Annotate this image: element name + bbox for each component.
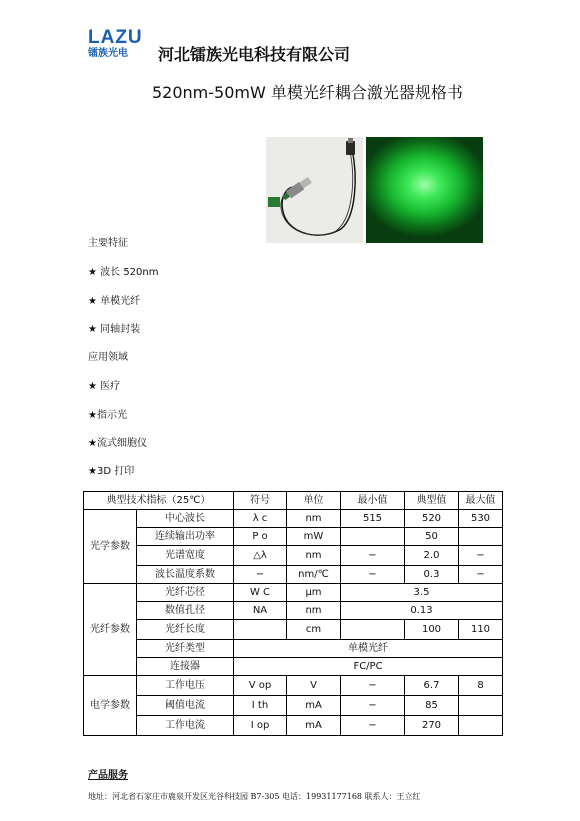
- table-row: [84, 546, 503, 566]
- header-cell: 符号: [234, 492, 287, 510]
- value-cell: 单模光纤: [234, 640, 503, 658]
- fiber-laser-photo: [266, 137, 363, 243]
- group-optical: 光学参数: [84, 510, 137, 584]
- table-row: [84, 658, 503, 676]
- green-beam-photo: [366, 137, 483, 243]
- features-heading: 主要特征: [88, 238, 128, 249]
- symbol-cell: P o: [234, 528, 287, 546]
- applications-heading: 应用领域: [88, 352, 128, 363]
- symbol-cell: [234, 620, 287, 640]
- param-cell: 光纤类型: [137, 640, 234, 658]
- header-cell: 最大值: [459, 492, 503, 510]
- min-cell: −: [341, 546, 405, 566]
- table-row: [84, 602, 503, 620]
- unit-cell: nm: [287, 546, 341, 566]
- unit-cell: mA: [287, 716, 341, 736]
- max-cell: 8: [459, 676, 503, 696]
- group-electrical: 电学参数: [84, 676, 137, 736]
- company-name: 河北镭族光电科技有限公司: [158, 45, 351, 64]
- symbol-cell: λ c: [234, 510, 287, 528]
- symbol-cell: W C: [234, 584, 287, 602]
- application-item: ★3D 打印: [88, 466, 135, 477]
- typ-cell: 520: [405, 510, 459, 528]
- table-row: [84, 566, 503, 584]
- contact-address: 地址：河北省石家庄市鹿泉开发区光谷科技园 B7-305 电话：19931177168 联系人：王立红: [88, 792, 421, 801]
- table-row: [84, 640, 503, 658]
- max-cell: [459, 716, 503, 736]
- min-cell: −: [341, 676, 405, 696]
- max-cell: [459, 696, 503, 716]
- param-cell: 光谱宽度: [137, 546, 234, 566]
- document-title: 520nm-50mW 单模光纤耦合激光器规格书: [152, 83, 463, 102]
- min-cell: 515: [341, 510, 405, 528]
- symbol-cell: V op: [234, 676, 287, 696]
- table-row: [84, 696, 503, 716]
- service-heading: 产品服务: [88, 770, 128, 781]
- unit-cell: μm: [287, 584, 341, 602]
- symbol-cell: I op: [234, 716, 287, 736]
- param-cell: 工作电流: [137, 716, 234, 736]
- unit-cell: mW: [287, 528, 341, 546]
- max-cell: 110: [459, 620, 503, 640]
- application-item: ★指示光: [88, 410, 127, 421]
- typ-cell: 2.0: [405, 546, 459, 566]
- typ-cell: 0.3: [405, 566, 459, 584]
- typ-cell: 270: [405, 716, 459, 736]
- symbol-cell: NA: [234, 602, 287, 620]
- symbol-cell: △λ: [234, 546, 287, 566]
- max-cell: [459, 528, 503, 546]
- typ-cell: 100: [405, 620, 459, 640]
- application-item: ★流式细胞仪: [88, 438, 147, 449]
- unit-cell: V: [287, 676, 341, 696]
- group-fiber: 光纤参数: [84, 584, 137, 676]
- unit-cell: cm: [287, 620, 341, 640]
- header-cell: 典型值: [405, 492, 459, 510]
- symbol-cell: −: [234, 566, 287, 584]
- company-logo: [88, 28, 154, 62]
- min-cell: −: [341, 566, 405, 584]
- param-cell: 连续输出功率: [137, 528, 234, 546]
- table-row: [84, 510, 503, 528]
- max-cell: −: [459, 566, 503, 584]
- feature-item: ★ 同轴封装: [88, 324, 141, 335]
- max-cell: 530: [459, 510, 503, 528]
- unit-cell: nm/℃: [287, 566, 341, 584]
- fiber-laser-illustration: [266, 137, 363, 243]
- table-row: [84, 620, 503, 640]
- value-cell: 3.5: [341, 584, 503, 602]
- logo-latin-text: LAZU: [88, 27, 143, 48]
- logo-chinese-text: 镭族光电: [88, 48, 128, 59]
- typ-cell: 85: [405, 696, 459, 716]
- header-cell: 最小值: [341, 492, 405, 510]
- typ-cell: 50: [405, 528, 459, 546]
- param-cell: 中心波长: [137, 510, 234, 528]
- min-cell: −: [341, 716, 405, 736]
- header-cell: 典型技术指标（25℃）: [84, 492, 234, 510]
- typ-cell: 6.7: [405, 676, 459, 696]
- min-cell: [341, 620, 405, 640]
- header-cell: 单位: [287, 492, 341, 510]
- table-row: [84, 716, 503, 736]
- table-row: [84, 584, 503, 602]
- value-cell: 0.13: [341, 602, 503, 620]
- param-cell: 光纤长度: [137, 620, 234, 640]
- param-cell: 波长温度系数: [137, 566, 234, 584]
- symbol-cell: I th: [234, 696, 287, 716]
- param-cell: 工作电压: [137, 676, 234, 696]
- param-cell: 光纤芯径: [137, 584, 234, 602]
- feature-item: ★ 单模光纤: [88, 296, 141, 307]
- table-row: [84, 676, 503, 696]
- unit-cell: nm: [287, 510, 341, 528]
- param-cell: 数值孔径: [137, 602, 234, 620]
- application-item: ★ 医疗: [88, 381, 121, 392]
- value-cell: FC/PC: [234, 658, 503, 676]
- param-cell: 阈值电流: [137, 696, 234, 716]
- unit-cell: nm: [287, 602, 341, 620]
- min-cell: [341, 528, 405, 546]
- unit-cell: mA: [287, 696, 341, 716]
- param-cell: 连接器: [137, 658, 234, 676]
- table-header-row: [84, 492, 503, 510]
- spec-table: [83, 491, 503, 736]
- table-row: [84, 528, 503, 546]
- feature-item: ★ 波长 520nm: [88, 267, 159, 278]
- max-cell: −: [459, 546, 503, 566]
- min-cell: −: [341, 696, 405, 716]
